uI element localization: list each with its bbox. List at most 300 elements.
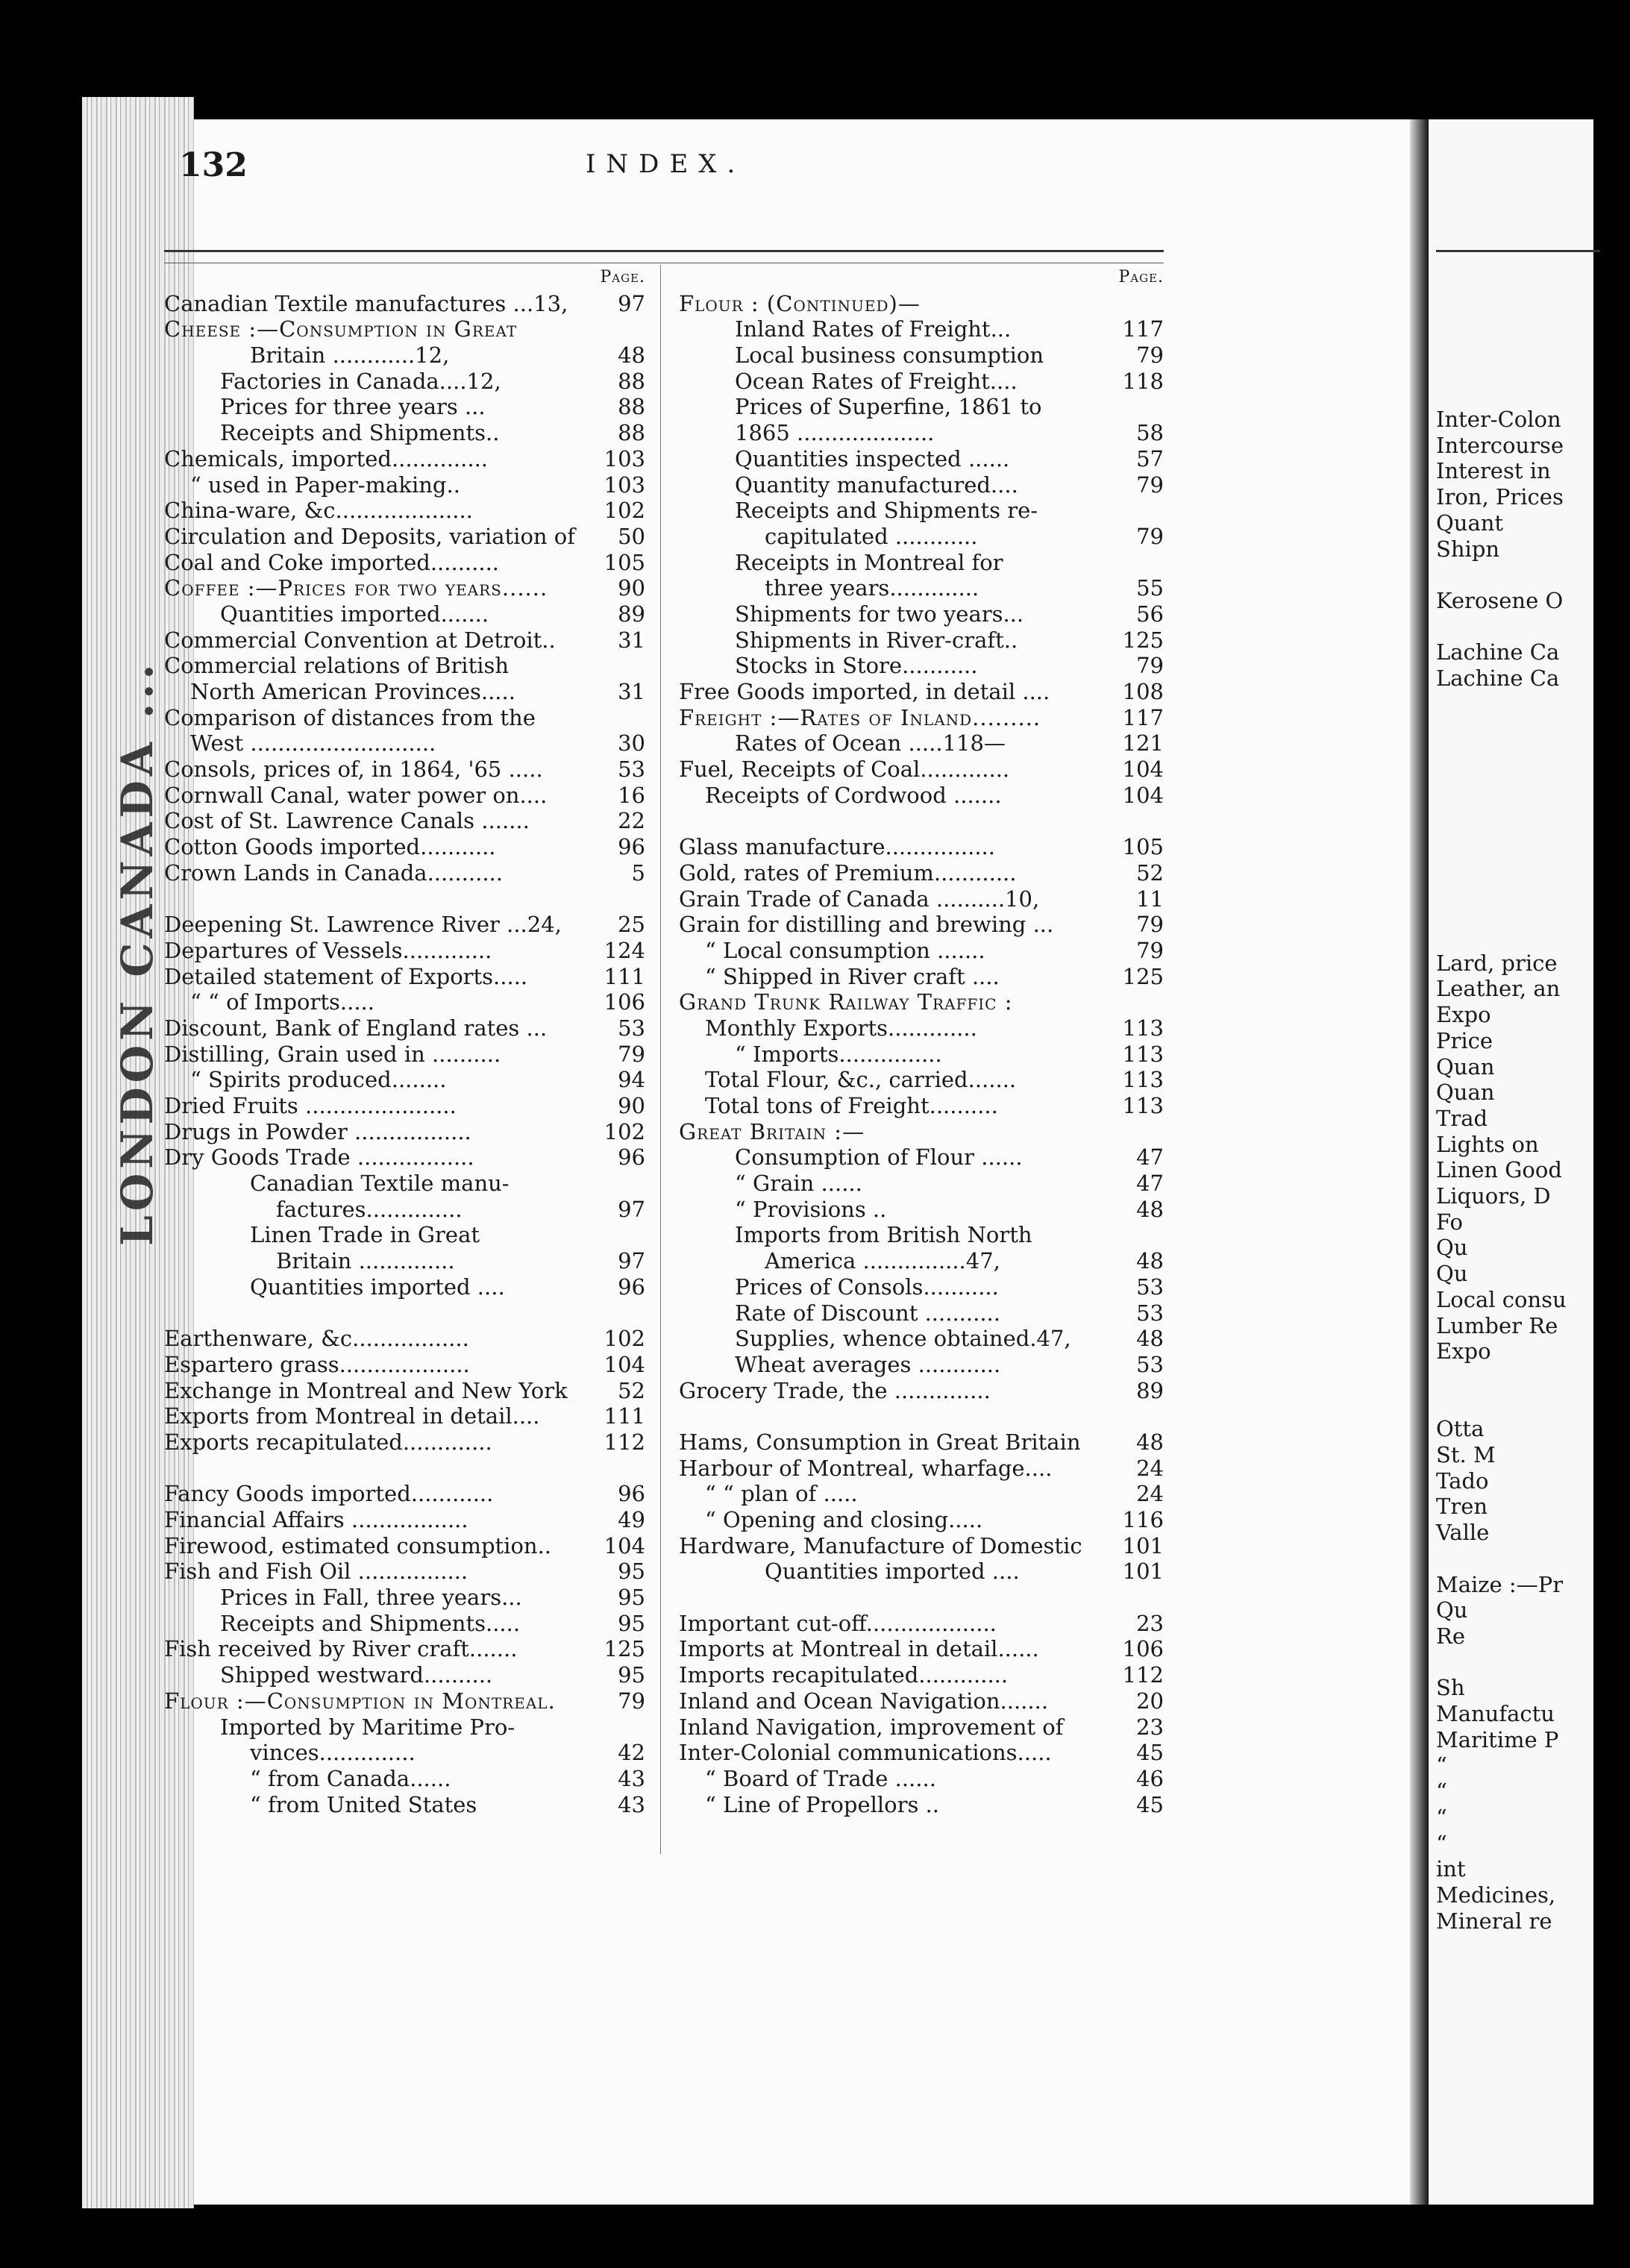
entry-text: Cornwall Canal, water power on....	[164, 782, 548, 808]
entry-page-ref: 25	[618, 912, 645, 938]
next-page-line: Sh	[1436, 1675, 1465, 1701]
index-entry	[679, 860, 1164, 886]
entry-text: Receipts and Shipments..	[220, 420, 500, 446]
index-entry	[164, 550, 645, 576]
index-entry	[164, 653, 645, 679]
index-entry	[679, 1041, 1164, 1068]
index-entry	[164, 886, 645, 912]
entry-page-ref: 79	[1136, 937, 1164, 963]
index-entry	[679, 1559, 1164, 1585]
entry-text: Ocean Rates of Freight....	[735, 368, 1018, 394]
entry-text: Fancy Goods imported............	[164, 1481, 494, 1507]
next-page-line: Quant	[1436, 510, 1504, 536]
index-entry	[679, 1662, 1164, 1688]
index-entry	[679, 627, 1164, 654]
entry-page-ref: 90	[618, 575, 645, 601]
entry-text: Receipts of Cordwood .......	[705, 782, 1002, 808]
entry-text: Consols, prices of, in 1864, '65 .....	[164, 756, 543, 783]
entry-text: 1865 ....................	[735, 420, 935, 446]
index-entry	[679, 912, 1164, 938]
index-entry	[164, 1456, 645, 1482]
entry-text: Crown Lands in Canada...........	[164, 859, 503, 886]
entry-text: “ Imports...............	[735, 1041, 942, 1067]
entry-page-ref: 103	[604, 445, 645, 472]
entry-page-ref: 31	[618, 627, 645, 653]
index-entry	[679, 498, 1164, 524]
header-rule	[164, 250, 1164, 263]
entry-text: Financial Affairs .................	[164, 1507, 468, 1532]
next-page-line: Inter-Colon	[1436, 407, 1561, 432]
index-entry	[679, 783, 1164, 809]
left-entries	[164, 291, 645, 1818]
index-entry	[164, 912, 645, 938]
entry-text: “ used in Paper-making..	[190, 472, 460, 498]
entry-page-ref: 105	[604, 549, 645, 575]
entry-page-ref: 48	[1136, 1248, 1164, 1274]
entry-text: Gold, rates of Premium............	[679, 859, 1017, 886]
entry-text: Cost of St. Lawrence Canals .......	[164, 808, 530, 834]
entry-page-ref: 79	[1136, 653, 1164, 679]
entry-page-ref: 96	[618, 1481, 645, 1507]
entry-text: “ Grain ......	[735, 1171, 862, 1197]
index-entry	[164, 1403, 645, 1429]
entry-page-ref: 79	[1136, 472, 1164, 498]
entry-text: Discount, Bank of England rates ...	[164, 1015, 548, 1041]
index-entry	[164, 627, 645, 654]
entry-text: Shipped westward..........	[220, 1662, 493, 1688]
entry-page-ref: 53	[1136, 1351, 1164, 1377]
entry-page-ref: 79	[618, 1041, 645, 1067]
index-entry	[164, 446, 645, 472]
index-entry	[164, 472, 645, 498]
entry-page-ref: 117	[1122, 316, 1164, 342]
entry-text: Hams, Consumption in Great Britain	[679, 1429, 1081, 1455]
entry-text: Canadian Textile manufactures ...13,	[164, 290, 568, 316]
index-entry	[164, 1792, 645, 1818]
entry-page-ref: 102	[604, 498, 645, 524]
next-page-line: Quan	[1436, 1053, 1495, 1080]
entry-page-ref: 113	[1122, 1041, 1164, 1067]
index-entry	[164, 1352, 645, 1378]
index-entry	[164, 1740, 645, 1766]
entry-page-ref: 53	[618, 756, 645, 783]
index-entry	[164, 291, 645, 317]
index-entry	[164, 1662, 645, 1688]
next-page-line: Maize :—Pr	[1436, 1571, 1564, 1597]
index-entry	[164, 1611, 645, 1637]
entry-text: Dried Fruits ......................	[164, 1093, 457, 1118]
entry-text: Circulation and Deposits, variation of	[164, 523, 575, 549]
right-entries	[679, 291, 1164, 1818]
entry-page-ref: 106	[1122, 1636, 1164, 1662]
next-page-line: Interest in	[1436, 458, 1551, 484]
index-entry	[164, 1481, 645, 1507]
index-entry	[679, 1378, 1164, 1404]
entry-text: “ Shipped in River craft ....	[705, 963, 1000, 989]
entry-text: Quantities imported ....	[250, 1274, 505, 1300]
entry-text: Quantities imported.......	[220, 601, 489, 627]
entry-text: Inland Navigation, improvement of	[679, 1714, 1064, 1740]
entry-text: Prices in Fall, three years...	[220, 1585, 522, 1611]
index-entry	[679, 1507, 1164, 1533]
entry-text: Britain ..............	[276, 1248, 455, 1274]
entry-text: Quantity manufactured....	[735, 472, 1018, 498]
entry-text: factures..............	[276, 1196, 463, 1222]
index-entry	[164, 1559, 645, 1585]
entry-page-ref: 46	[1136, 1765, 1164, 1791]
index-entry	[679, 1766, 1164, 1792]
index-entry	[679, 1067, 1164, 1093]
entry-text: America ...............47,	[765, 1248, 1000, 1274]
index-entry	[164, 783, 645, 809]
next-page-line: “	[1436, 1830, 1447, 1856]
entry-page-ref: 104	[604, 1351, 645, 1377]
index-entry	[679, 369, 1164, 395]
entry-page-ref: 42	[618, 1740, 645, 1766]
next-page-line: Maritime P	[1436, 1726, 1559, 1752]
index-entry	[679, 1740, 1164, 1766]
index-entry	[164, 679, 645, 705]
entry-text: Firewood, estimated consumption..	[164, 1532, 552, 1559]
entry-page-ref: 102	[604, 1326, 645, 1352]
entry-page-ref: 58	[1136, 420, 1164, 446]
entry-text: Freight :—Rates of Inland.........	[679, 704, 1041, 730]
entry-page-ref: 79	[1136, 342, 1164, 369]
entry-page-ref: 48	[1136, 1326, 1164, 1352]
entry-text: Prices for three years ...	[220, 394, 486, 420]
entry-page-ref: 112	[1122, 1662, 1164, 1688]
index-entry	[679, 1792, 1164, 1818]
entry-page-ref: 88	[618, 394, 645, 420]
entry-page-ref: 95	[618, 1610, 645, 1636]
entry-page-ref: 124	[604, 937, 645, 963]
index-entry	[164, 1119, 645, 1145]
next-page-line: Otta	[1436, 1416, 1485, 1442]
index-entry	[164, 938, 645, 964]
entry-text: “ Opening and closing.....	[705, 1507, 983, 1532]
index-entry	[679, 1248, 1164, 1274]
entry-page-ref: 79	[1136, 523, 1164, 549]
next-page-line: Linen Good	[1436, 1157, 1562, 1183]
index-entry	[164, 1274, 645, 1300]
index-entry	[164, 498, 645, 524]
index-entry	[679, 1714, 1164, 1741]
entry-text: Comparison of distances from the	[164, 704, 536, 730]
page-number: 132	[179, 146, 248, 184]
entry-page-ref: 48	[1136, 1196, 1164, 1222]
next-page-line: Leather, an	[1436, 976, 1561, 1002]
next-page-line: Shipn	[1436, 536, 1500, 562]
entry-page-ref: 89	[1136, 1377, 1164, 1403]
index-column-left	[164, 265, 645, 1817]
next-page-line: Lard, price	[1436, 950, 1558, 976]
entry-text: Grand Trunk Railway Traffic :	[679, 989, 1013, 1015]
entry-page-ref: 52	[1136, 859, 1164, 886]
entry-text: Commercial relations of British	[164, 653, 510, 679]
entry-page-ref: 50	[618, 523, 645, 549]
index-entry	[164, 1688, 645, 1714]
index-entry	[164, 808, 645, 834]
entry-page-ref: 24	[1136, 1455, 1164, 1481]
index-entry	[164, 1507, 645, 1533]
entry-page-ref: 43	[618, 1765, 645, 1791]
entry-text: Fish and Fish Oil ................	[164, 1559, 468, 1585]
next-page-line: Lights on	[1436, 1131, 1539, 1157]
next-page-line: Qu	[1436, 1597, 1468, 1623]
index-entry	[679, 1481, 1164, 1507]
index-entry	[679, 705, 1164, 731]
entry-text: Distilling, Grain used in ..........	[164, 1041, 501, 1067]
index-entry	[164, 1326, 645, 1352]
entry-page-ref: 111	[604, 1403, 645, 1429]
index-entry	[164, 1197, 645, 1223]
entry-text: Cotton Goods imported...........	[164, 834, 496, 860]
entry-page-ref: 125	[1122, 627, 1164, 653]
entry-text: “ Spirits produced........	[190, 1067, 447, 1093]
entry-page-ref: 55	[1136, 575, 1164, 601]
index-entry	[164, 730, 645, 756]
entry-text: vinces..............	[250, 1740, 416, 1766]
next-page-line: Lachine Ca	[1436, 639, 1560, 665]
index-entry	[164, 964, 645, 990]
entry-page-ref: 43	[618, 1791, 645, 1817]
entry-page-ref: 47	[1136, 1171, 1164, 1197]
next-page-line: Trad	[1436, 1105, 1488, 1131]
entry-text: Prices of Consols...........	[735, 1274, 999, 1300]
entry-page-ref: 48	[618, 342, 645, 369]
index-entry	[164, 1144, 645, 1171]
entry-text: Imports from British North	[735, 1222, 1032, 1248]
entry-text: Imported by Maritime Pro-	[220, 1714, 515, 1740]
index-entry	[679, 834, 1164, 860]
next-page-line: Expo	[1436, 1002, 1491, 1028]
entry-text: Grocery Trade, the ..............	[679, 1377, 991, 1403]
entry-text: Receipts and Shipments.....	[220, 1610, 521, 1636]
index-entry	[679, 730, 1164, 756]
index-entry	[164, 1766, 645, 1792]
entry-page-ref: 89	[618, 601, 645, 627]
entry-text: North American Provinces.....	[190, 679, 515, 704]
entry-page-ref: 88	[618, 420, 645, 446]
column-divider	[660, 265, 661, 1854]
index-entry	[679, 291, 1164, 317]
next-page-line: Intercourse	[1436, 432, 1564, 458]
entry-text: Fish received by River craft.......	[164, 1636, 518, 1662]
entry-text: “ Local consumption .......	[705, 937, 985, 963]
entry-page-ref: 112	[604, 1429, 645, 1455]
column-page-label: Page.	[1118, 268, 1164, 286]
entry-page-ref: 5	[631, 859, 645, 886]
next-page-line: Qu	[1436, 1261, 1468, 1287]
index-entry	[164, 705, 645, 731]
entry-page-ref: 97	[618, 1248, 645, 1274]
entry-page-ref: 106	[604, 989, 645, 1015]
entry-text: “ “ of Imports.....	[190, 989, 374, 1015]
entry-text: Departures of Vessels.............	[164, 937, 492, 963]
entry-text: Rates of Ocean .....118—	[735, 730, 1006, 756]
next-page-line: Quan	[1436, 1080, 1495, 1106]
entry-text: Imports at Montreal in detail......	[679, 1636, 1039, 1662]
entry-page-ref: 113	[1122, 1015, 1164, 1041]
entry-text: Imports recapitulated.............	[679, 1662, 1009, 1688]
entry-text: Important cut-off...................	[679, 1610, 997, 1636]
next-page-line: Lumber Re	[1436, 1312, 1558, 1338]
entry-page-ref: 22	[618, 808, 645, 834]
index-entry	[679, 1093, 1164, 1119]
entry-text: Quantities imported ....	[765, 1559, 1020, 1585]
entry-page-ref: 121	[1122, 730, 1164, 756]
index-entry	[679, 1688, 1164, 1714]
entry-text: Flour : (Continued)—	[679, 290, 921, 316]
entry-text: Cheese :—Consumption in Great	[164, 316, 518, 342]
entry-text: Inland Rates of Freight...	[735, 316, 1012, 342]
entry-text: Total tons of Freight..........	[705, 1093, 998, 1118]
entry-page-ref: 57	[1136, 445, 1164, 472]
entry-text: Detailed statement of Exports.....	[164, 963, 528, 989]
index-entry	[679, 938, 1164, 964]
next-page-line: Liquors, D	[1436, 1183, 1551, 1209]
index-entry	[679, 1300, 1164, 1326]
entry-page-ref: 116	[1122, 1507, 1164, 1532]
index-entry	[164, 1429, 645, 1456]
index-entry	[164, 601, 645, 627]
next-page-line: Lachine Ca	[1436, 665, 1560, 691]
entry-page-ref: 79	[1136, 912, 1164, 938]
index-entry	[164, 1636, 645, 1662]
next-page-line: Manufactu	[1436, 1701, 1555, 1726]
entry-page-ref: 96	[618, 1144, 645, 1171]
index-entry	[679, 964, 1164, 990]
index-entry	[679, 1533, 1164, 1559]
index-entry	[164, 860, 645, 886]
index-entry	[164, 1533, 645, 1559]
entry-page-ref: 52	[618, 1377, 645, 1403]
entry-text: capitulated ............	[765, 523, 978, 549]
next-page-line: Price	[1436, 1027, 1493, 1053]
entry-page-ref: 117	[1122, 704, 1164, 730]
entry-text: Commercial Convention at Detroit..	[164, 627, 556, 653]
entry-text: Linen Trade in Great	[250, 1222, 480, 1248]
index-entry	[164, 1714, 645, 1741]
entry-text: Monthly Exports.............	[705, 1015, 977, 1041]
index-entry	[679, 1119, 1164, 1145]
index-entry	[679, 679, 1164, 705]
entry-text: Fuel, Receipts of Coal.............	[679, 756, 1010, 783]
entry-page-ref: 94	[618, 1067, 645, 1093]
column-page-label: Page.	[600, 268, 645, 286]
entry-page-ref: 79	[618, 1688, 645, 1714]
index-entry	[679, 1197, 1164, 1223]
index-entry	[164, 1378, 645, 1404]
entry-page-ref: 125	[604, 1636, 645, 1662]
entry-page-ref: 95	[618, 1559, 645, 1585]
index-entry	[679, 1429, 1164, 1456]
index-entry	[164, 524, 645, 550]
entry-page-ref: 23	[1136, 1714, 1164, 1740]
entry-page-ref: 30	[618, 730, 645, 756]
entry-text: “ “ plan of .....	[705, 1481, 858, 1507]
entry-text: Quantities inspected ......	[735, 445, 1010, 472]
entry-text: Canadian Textile manu-	[250, 1171, 510, 1197]
index-entry	[679, 1636, 1164, 1662]
next-page-line: St. M	[1436, 1442, 1496, 1467]
entry-text: three years.............	[765, 575, 979, 601]
entry-text: Grain Trade of Canada ..........10,	[679, 886, 1040, 912]
entry-page-ref: 101	[1122, 1559, 1164, 1585]
index-entry	[679, 808, 1164, 834]
index-entry	[164, 394, 645, 420]
entry-text: Glass manufacture................	[679, 834, 995, 860]
entry-text: Exchange in Montreal and New York	[164, 1377, 568, 1403]
entry-page-ref: 102	[604, 1118, 645, 1144]
index-entry	[679, 989, 1164, 1015]
index-entry	[164, 1222, 645, 1248]
index-entry	[679, 886, 1164, 912]
entry-page-ref: 95	[618, 1585, 645, 1611]
page-title: INDEX.	[586, 149, 746, 179]
index-entry	[164, 1171, 645, 1197]
index-entry	[164, 1041, 645, 1068]
entry-text: Chemicals, imported..............	[164, 445, 489, 472]
entry-page-ref: 53	[1136, 1274, 1164, 1300]
index-entry	[164, 1585, 645, 1611]
index-entry	[679, 653, 1164, 679]
entry-text: Factories in Canada....12,	[220, 368, 501, 394]
index-entry	[679, 601, 1164, 627]
entry-page-ref: 48	[1136, 1429, 1164, 1455]
entry-page-ref: 11	[1136, 886, 1164, 912]
entry-text: Deepening St. Lawrence River ...24,	[164, 912, 562, 938]
entry-text: “ from United States	[250, 1791, 477, 1817]
next-page-line: Local consu	[1436, 1286, 1567, 1312]
next-page-line: Mineral re	[1436, 1908, 1552, 1934]
entry-page-ref: 53	[618, 1015, 645, 1041]
entry-text: Dry Goods Trade .................	[164, 1144, 474, 1171]
entry-page-ref: 104	[1122, 782, 1164, 808]
index-entry	[679, 524, 1164, 550]
entry-text: Prices of Superfine, 1861 to	[735, 394, 1042, 420]
index-entry	[679, 1144, 1164, 1171]
entry-text: Receipts and Shipments re-	[735, 498, 1038, 524]
entry-text: Stocks in Store...........	[735, 653, 978, 679]
index-entry	[679, 1222, 1164, 1248]
entry-page-ref: 96	[618, 834, 645, 860]
entry-page-ref: 96	[618, 1274, 645, 1300]
index-entry	[164, 1300, 645, 1326]
entry-text: Shipments for two years...	[735, 601, 1024, 627]
entry-text: Total Flour, &c., carried.......	[705, 1067, 1017, 1093]
next-page-line: “	[1436, 1779, 1447, 1805]
entry-page-ref: 108	[1122, 679, 1164, 704]
entry-text: Espartero grass...................	[164, 1351, 470, 1377]
entry-page-ref: 23	[1136, 1610, 1164, 1636]
entry-page-ref: 16	[618, 782, 645, 808]
entry-text: Exports from Montreal in detail....	[164, 1403, 540, 1429]
entry-text: Britain ............12,	[250, 342, 450, 369]
entry-text: Hardware, Manufacture of Domestic	[679, 1532, 1082, 1559]
entry-text: Inter-Colonial communications.....	[679, 1740, 1052, 1766]
entry-text: Supplies, whence obtained.47,	[735, 1326, 1071, 1352]
index-entry	[679, 756, 1164, 783]
index-entry	[164, 420, 645, 446]
index-entry	[164, 575, 645, 601]
next-page-line: Medicines,	[1436, 1882, 1556, 1908]
entry-page-ref: 118	[1122, 368, 1164, 394]
book-gutter	[1410, 119, 1429, 2205]
index-entry	[164, 756, 645, 783]
index-entry	[679, 316, 1164, 342]
index-entry	[164, 369, 645, 395]
